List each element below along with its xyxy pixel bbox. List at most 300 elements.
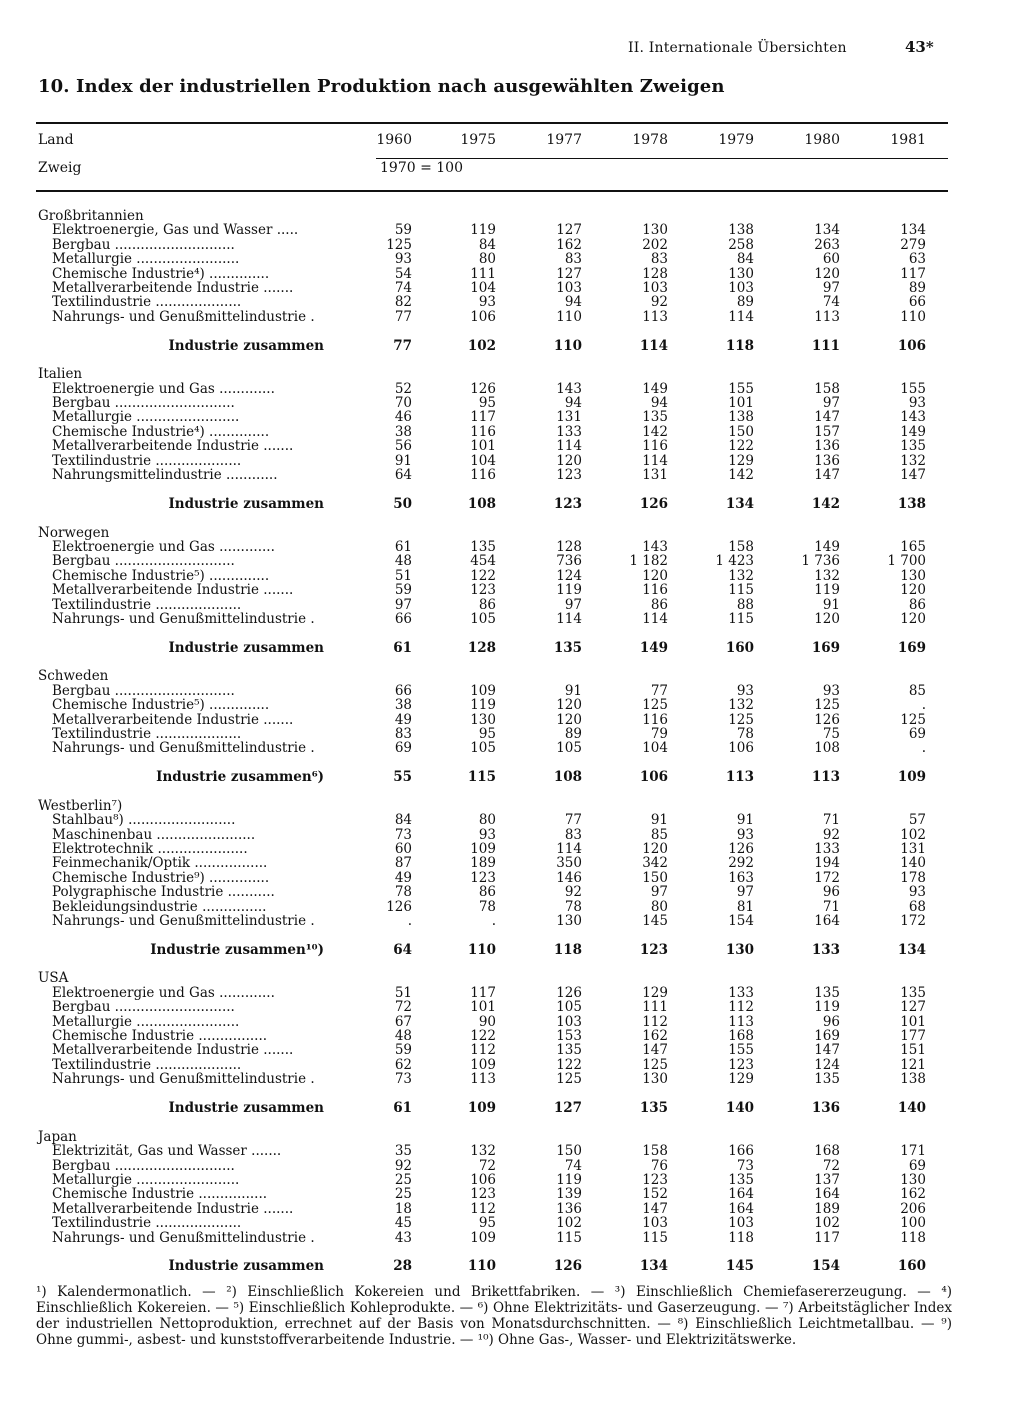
total-label: Industrie zusammen	[168, 640, 324, 656]
value-cell: 105	[470, 741, 496, 756]
total-value-cell: 123	[639, 942, 668, 958]
value-cell: 97	[564, 597, 582, 612]
value-cell: 62	[394, 1057, 412, 1073]
value-cell: 342	[642, 856, 668, 871]
value-cell: 73	[394, 827, 412, 842]
value-cell: 126	[556, 985, 582, 1001]
value-cell: 123	[728, 1057, 754, 1073]
value-cell: 95	[478, 726, 496, 742]
value-cell: 73	[736, 1158, 754, 1173]
value-cell: 59	[394, 583, 412, 598]
value-cell: 106	[470, 1172, 496, 1188]
value-cell: 46	[394, 410, 412, 425]
value-cell: 1 182	[629, 554, 668, 569]
value-cell: 71	[822, 899, 840, 915]
total-label: Industrie zusammen	[168, 496, 324, 512]
total-value-cell: 61	[393, 1100, 412, 1116]
value-cell: 136	[814, 439, 840, 454]
total-value-cell: 140	[725, 1100, 754, 1116]
total-value-cell: 110	[467, 942, 496, 958]
table-row	[36, 252, 1024, 266]
value-cell: 114	[642, 453, 668, 469]
value-cell: 74	[564, 1158, 582, 1173]
group-spacer	[36, 655, 1024, 669]
table-row	[36, 410, 1024, 424]
value-cell: 132	[470, 1144, 496, 1159]
value-cell: 135	[814, 985, 840, 1001]
branch-label: Chemische Industrie⁵) ..............	[52, 698, 270, 713]
value-cell: 96	[822, 885, 840, 900]
branch-label: Polygraphische Industrie ...........	[52, 885, 275, 900]
table-row	[36, 741, 1024, 755]
value-cell: 206	[900, 1201, 926, 1217]
value-cell: 120	[900, 583, 926, 598]
value-cell: 129	[728, 453, 754, 469]
value-cell: 114	[728, 309, 754, 325]
branch-label: Chemische Industrie⁹) ..............	[52, 870, 270, 886]
value-cell: 101	[470, 1000, 496, 1015]
value-cell: 125	[814, 698, 840, 713]
branch-label: Metallurgie ........................	[52, 1172, 240, 1188]
value-cell: 77	[650, 683, 668, 699]
value-cell: 111	[642, 1000, 668, 1015]
value-cell: 110	[900, 309, 926, 325]
value-cell: 171	[900, 1144, 926, 1159]
year-header-1979: 1979	[718, 132, 754, 148]
value-cell: 117	[900, 266, 926, 282]
value-cell: 94	[650, 396, 668, 411]
total-value-cell: 118	[553, 942, 582, 958]
branch-label: Nahrungs- und Genußmittelindustrie .	[52, 611, 315, 627]
value-cell: 169	[814, 1029, 840, 1044]
country-name: Großbritannien	[38, 209, 144, 224]
total-value-cell: 160	[725, 640, 754, 656]
value-cell: 111	[470, 266, 496, 282]
value-cell: 292	[728, 856, 754, 871]
branch-label: Elektroenergie und Gas .............	[52, 381, 275, 397]
value-cell: 86	[478, 885, 496, 900]
branch-label: Nahrungs- und Genußmittelindustrie .	[52, 914, 315, 929]
value-cell: 78	[736, 726, 754, 742]
branch-label: Bekleidungsindustrie ...............	[52, 899, 267, 915]
total-row	[36, 497, 1024, 512]
value-cell: 103	[728, 1216, 754, 1231]
value-cell: 1 423	[715, 554, 754, 569]
total-value-cell: 113	[725, 769, 754, 785]
value-cell: 104	[470, 281, 496, 296]
group-spacer	[36, 1116, 1024, 1130]
value-cell: 109	[470, 683, 496, 699]
group-spacer	[36, 785, 1024, 799]
value-cell: 119	[814, 583, 840, 598]
table-row	[36, 828, 1024, 842]
total-value-cell: 126	[639, 496, 668, 512]
value-cell: 91	[394, 453, 412, 469]
table-row	[36, 454, 1024, 468]
value-cell: 145	[642, 914, 668, 929]
value-cell: 93	[908, 885, 926, 900]
value-cell: 72	[478, 1158, 496, 1173]
value-cell: 91	[564, 683, 582, 699]
value-cell: 51	[394, 985, 412, 1001]
value-cell: 115	[642, 1230, 668, 1245]
row-spacer	[36, 626, 1024, 640]
value-cell: 128	[642, 266, 668, 282]
country-name: Italien	[38, 367, 83, 382]
table-row	[36, 468, 1024, 482]
value-cell: 120	[556, 453, 582, 469]
value-cell: 151	[900, 1043, 926, 1058]
value-cell: 153	[556, 1029, 582, 1044]
country-heading-row	[36, 367, 1024, 381]
value-cell: 43	[394, 1230, 412, 1245]
value-cell: 109	[470, 842, 496, 857]
total-value-cell: 130	[725, 942, 754, 958]
value-cell: 92	[394, 1158, 412, 1173]
header-mid-rule	[376, 158, 948, 159]
value-cell: 54	[394, 266, 412, 282]
table-row	[36, 223, 1024, 237]
year-header-1975: 1975	[460, 132, 496, 148]
value-cell: 152	[642, 1187, 668, 1202]
value-cell: 125	[556, 1072, 582, 1087]
value-cell: 116	[642, 712, 668, 727]
value-cell: 113	[470, 1072, 496, 1087]
branch-label: Metallverarbeitende Industrie .......	[52, 439, 294, 454]
total-value-cell: 118	[725, 338, 754, 354]
value-cell: 165	[900, 539, 926, 555]
country-name: Norwegen	[38, 525, 110, 540]
branch-label: Chemische Industrie ................	[52, 1187, 268, 1202]
value-cell: 126	[814, 712, 840, 727]
value-cell: 48	[394, 1029, 412, 1044]
value-cell: 60	[822, 252, 840, 267]
value-cell: 132	[814, 568, 840, 584]
total-value-cell: 136	[811, 1100, 840, 1116]
value-cell: 101	[728, 396, 754, 411]
branch-label: Textilindustrie ....................	[52, 1216, 242, 1231]
value-cell: 101	[900, 1014, 926, 1030]
value-cell: 94	[564, 396, 582, 411]
value-cell: 80	[478, 252, 496, 267]
value-cell: 87	[394, 856, 412, 871]
value-cell: 126	[386, 899, 412, 915]
group-spacer	[36, 512, 1024, 526]
value-cell: 103	[556, 1014, 582, 1030]
table-row	[36, 1029, 1024, 1043]
country-heading-row	[36, 526, 1024, 540]
value-cell: 120	[814, 266, 840, 282]
country-name: Westberlin⁷)	[38, 798, 123, 814]
value-cell: 125	[386, 237, 412, 253]
value-cell: 91	[736, 813, 754, 828]
value-cell: 52	[394, 381, 412, 397]
value-cell: 125	[900, 712, 926, 727]
branch-label: Textilindustrie ....................	[52, 453, 242, 469]
value-cell: 115	[728, 611, 754, 627]
value-cell: 97	[822, 396, 840, 411]
branch-label: Nahrungs- und Genußmittelindustrie .	[52, 309, 315, 325]
value-cell: 101	[470, 439, 496, 454]
value-cell: 158	[814, 381, 840, 397]
year-header-1978: 1978	[632, 132, 668, 148]
value-cell: 123	[470, 1187, 496, 1202]
value-cell: 97	[822, 281, 840, 296]
value-cell: 76	[650, 1158, 668, 1173]
value-cell: 147	[814, 468, 840, 483]
value-cell: 131	[556, 410, 582, 425]
value-cell: 102	[900, 827, 926, 842]
total-value-cell: 55	[393, 769, 412, 785]
row-spacer	[36, 928, 1024, 942]
value-cell: 119	[556, 583, 582, 598]
value-cell: 103	[728, 281, 754, 296]
value-cell: 189	[470, 856, 496, 871]
column-header-zweig: Zweig	[38, 160, 82, 176]
value-cell: 143	[900, 410, 926, 425]
value-cell: 454	[470, 554, 496, 569]
value-cell: 105	[556, 1000, 582, 1015]
top-rule	[36, 122, 948, 124]
value-cell: 120	[814, 611, 840, 627]
total-value-cell: 134	[897, 942, 926, 958]
value-cell: 163	[728, 870, 754, 886]
value-cell: 135	[728, 1172, 754, 1188]
value-cell: 124	[814, 1057, 840, 1073]
total-value-cell: 145	[725, 1258, 754, 1274]
year-header-1981: 1981	[890, 132, 926, 148]
value-cell: 92	[564, 885, 582, 900]
value-cell: 122	[556, 1057, 582, 1073]
value-cell: 120	[642, 842, 668, 857]
value-cell: 91	[822, 597, 840, 612]
total-value-cell: 113	[811, 769, 840, 785]
value-cell: 86	[478, 597, 496, 612]
value-cell: 93	[394, 252, 412, 267]
value-cell: 135	[642, 410, 668, 425]
value-cell: 77	[564, 813, 582, 828]
value-cell: 120	[556, 698, 582, 713]
table-row	[36, 813, 1024, 827]
value-cell: 84	[736, 252, 754, 267]
value-cell: 115	[728, 583, 754, 598]
value-cell: 134	[814, 223, 840, 238]
total-value-cell: 138	[897, 496, 926, 512]
value-cell: 25	[394, 1187, 412, 1202]
value-cell: 86	[908, 597, 926, 612]
value-cell: 155	[728, 381, 754, 397]
value-cell: 112	[470, 1201, 496, 1217]
value-cell: 150	[642, 870, 668, 886]
table-row	[36, 1231, 1024, 1245]
branch-label: Metallurgie ........................	[52, 410, 240, 425]
total-value-cell: 106	[897, 338, 926, 354]
value-cell: 106	[728, 741, 754, 756]
country-name: USA	[38, 971, 69, 986]
value-cell: 72	[394, 1000, 412, 1015]
total-value-cell: 154	[811, 1258, 840, 1274]
value-cell: 138	[900, 1072, 926, 1087]
branch-label: Metallverarbeitende Industrie .......	[52, 583, 294, 598]
value-cell: 135	[556, 1043, 582, 1058]
value-cell: 96	[822, 1014, 840, 1030]
value-cell: 105	[470, 611, 496, 627]
value-cell: 130	[728, 266, 754, 282]
value-cell: 83	[564, 827, 582, 842]
column-header-land: Land	[38, 132, 74, 148]
table-row	[36, 439, 1024, 453]
total-value-cell: 110	[553, 338, 582, 354]
value-cell: 113	[642, 309, 668, 325]
value-cell: 123	[556, 468, 582, 483]
total-value-cell: 102	[467, 338, 496, 354]
value-cell: 143	[556, 381, 582, 397]
total-value-cell: 133	[811, 942, 840, 958]
table-row	[36, 1216, 1024, 1230]
value-cell: 138	[728, 223, 754, 238]
total-value-cell: 115	[467, 769, 496, 785]
value-cell: 132	[728, 698, 754, 713]
value-cell: 118	[728, 1230, 754, 1245]
total-label: Industrie zusammen	[168, 1258, 324, 1274]
group-spacer	[36, 957, 1024, 971]
value-cell: 104	[642, 741, 668, 756]
table-row	[36, 583, 1024, 597]
value-cell: 194	[814, 856, 840, 871]
total-value-cell: 111	[811, 338, 840, 354]
value-cell: 147	[642, 1201, 668, 1217]
total-row	[36, 770, 1024, 785]
table-row	[36, 986, 1024, 1000]
value-cell: 150	[728, 424, 754, 440]
total-value-cell: 142	[811, 496, 840, 512]
value-cell: 129	[642, 985, 668, 1001]
value-cell: 103	[556, 281, 582, 296]
value-cell: 130	[556, 914, 582, 929]
value-cell: 123	[470, 583, 496, 598]
value-cell: 102	[556, 1216, 582, 1231]
table-row	[36, 1000, 1024, 1014]
value-cell: 123	[470, 870, 496, 886]
total-row	[36, 640, 1024, 655]
value-cell: 109	[470, 1057, 496, 1073]
value-cell: 122	[728, 439, 754, 454]
value-cell: 95	[478, 1216, 496, 1231]
branch-label: Nahrungs- und Genußmittelindustrie .	[52, 741, 315, 756]
branch-label: Bergbau ............................	[52, 683, 235, 699]
branch-label: Elektroenergie und Gas .............	[52, 539, 275, 555]
value-cell: 80	[650, 899, 668, 915]
value-cell: 85	[908, 683, 926, 699]
value-cell: 93	[478, 827, 496, 842]
value-cell: 59	[394, 1043, 412, 1058]
table-row	[36, 1173, 1024, 1187]
value-cell: 147	[814, 1043, 840, 1058]
value-cell: 38	[394, 424, 412, 440]
value-cell: .	[491, 914, 496, 929]
value-cell: 120	[642, 568, 668, 584]
value-cell: 114	[642, 611, 668, 627]
value-cell: 49	[394, 870, 412, 886]
table-row	[36, 871, 1024, 885]
value-cell: 172	[814, 870, 840, 886]
country-heading-row	[36, 799, 1024, 813]
value-cell: 125	[642, 698, 668, 713]
branch-label: Metallverarbeitende Industrie .......	[52, 712, 294, 727]
value-cell: 127	[556, 266, 582, 282]
value-cell: 86	[650, 597, 668, 612]
value-cell: 93	[736, 683, 754, 699]
value-cell: 120	[900, 611, 926, 627]
value-cell: 1 700	[887, 554, 926, 569]
branch-label: Bergbau ............................	[52, 554, 235, 569]
total-value-cell: 140	[897, 1100, 926, 1116]
value-cell: 114	[556, 842, 582, 857]
total-value-cell: 126	[553, 1258, 582, 1274]
value-cell: 149	[642, 381, 668, 397]
value-cell: 112	[642, 1014, 668, 1030]
value-cell: 130	[900, 568, 926, 584]
value-cell: 51	[394, 568, 412, 584]
value-cell: 92	[650, 295, 668, 310]
total-value-cell: 149	[639, 640, 668, 656]
value-cell: 117	[470, 985, 496, 1001]
value-cell: 85	[650, 827, 668, 842]
value-cell: 102	[814, 1216, 840, 1231]
total-value-cell: 28	[393, 1258, 412, 1274]
value-cell: 84	[394, 813, 412, 828]
total-row	[36, 338, 1024, 353]
value-cell: 89	[736, 295, 754, 310]
value-cell: 164	[728, 1187, 754, 1202]
total-value-cell: 169	[811, 640, 840, 656]
value-cell: 60	[394, 842, 412, 857]
value-cell: 113	[814, 309, 840, 325]
value-cell: 129	[728, 1072, 754, 1087]
value-cell: 103	[642, 281, 668, 296]
value-cell: 114	[556, 439, 582, 454]
value-cell: 118	[900, 1230, 926, 1245]
total-value-cell: 77	[393, 338, 412, 354]
value-cell: 78	[564, 899, 582, 915]
branch-label: Elektrotechnik .....................	[52, 842, 248, 857]
table-row	[36, 1043, 1024, 1057]
total-label: Industrie zusammen¹⁰)	[150, 942, 324, 958]
value-cell: 155	[900, 381, 926, 397]
table-row	[36, 598, 1024, 612]
table-row	[36, 713, 1024, 727]
branch-label: Bergbau ............................	[52, 237, 235, 253]
value-cell: 93	[478, 295, 496, 310]
value-cell: 164	[814, 1187, 840, 1202]
value-cell: 130	[642, 223, 668, 238]
value-cell: 279	[900, 237, 926, 253]
table-row	[36, 1202, 1024, 1216]
value-cell: 202	[642, 237, 668, 253]
running-title: II. Internationale Übersichten	[628, 40, 847, 56]
value-cell: 119	[814, 1000, 840, 1015]
branch-label: Elektroenergie und Gas .............	[52, 985, 275, 1001]
branch-label: Metallverarbeitende Industrie .......	[52, 1201, 294, 1217]
value-cell: 140	[900, 856, 926, 871]
table-row	[36, 856, 1024, 870]
value-cell: 64	[394, 468, 412, 483]
value-cell: 66	[394, 611, 412, 627]
table-row	[36, 310, 1024, 324]
value-cell: 128	[556, 539, 582, 555]
branch-label: Stahlbau⁸) .........................	[52, 813, 236, 828]
value-cell: 125	[642, 1057, 668, 1073]
